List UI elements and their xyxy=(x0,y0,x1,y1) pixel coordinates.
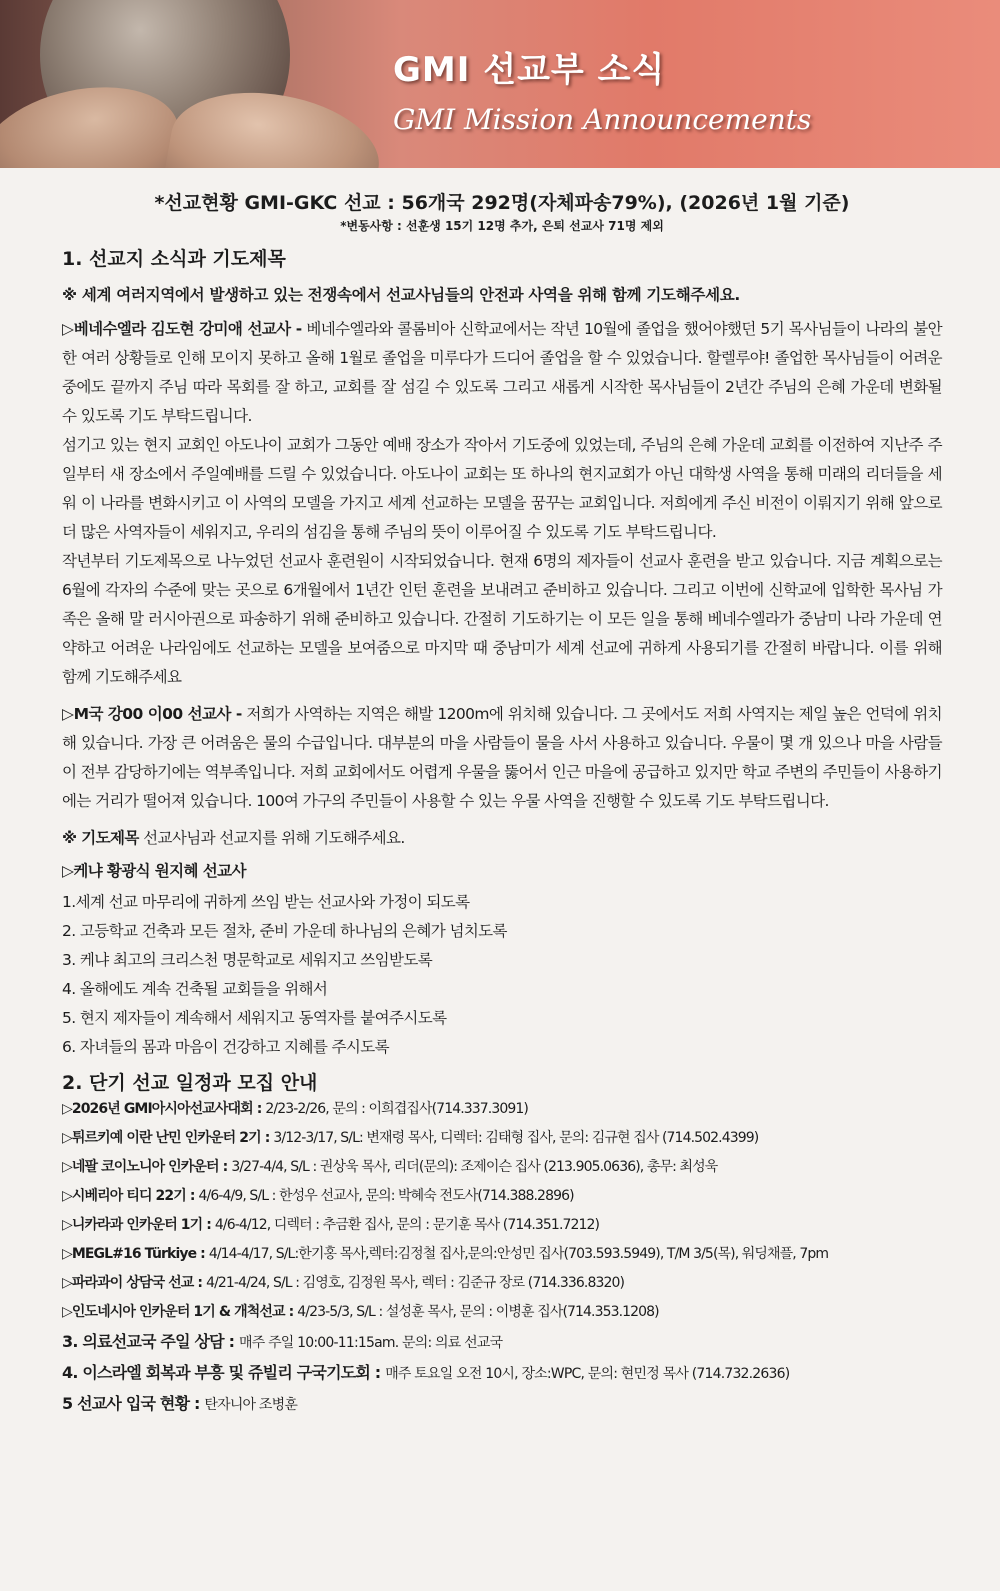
venezuela-text-1: 베네수엘라와 콜롬비아 신학교에서는 작년 10월에 졸업을 했어야했던 5기 목사님들이 나라의 불안한 여러 상황들로 인해 모이지 못하고 올해 1월로 졸업을 미루다가 드디어 졸업을 할 수 있었습니다. 할렐루야! 졸업한 목사님들이 어려운 중에도 끝까지 주님 따라 목회를 잘 하고, 교회를 잘 섬길 수 있도록 그리고 새롭게 시작한 목사님들이 2년간 주님의 은혜 가운데 변화될 수 있도록 기도 부탁드립니다. xyxy=(62,320,942,425)
page-subtitle: GMI Mission Announcements xyxy=(393,103,812,136)
schedule-detail: 2/23-2/26, 문의 : 이희겹집사(714.337.3091) xyxy=(265,1101,528,1117)
arrival-title: 5 선교사 입국 현황 : xyxy=(62,1394,205,1413)
header-banner xyxy=(0,0,1000,168)
schedule-detail: 4/21-4/24, S/L : 김영호, 김정원 목사, 렉터 : 김준규 장로 (714.336.8320) xyxy=(206,1275,625,1291)
list-item xyxy=(62,1182,942,1211)
section1-heading: 1. 선교지 소식과 기도제목 xyxy=(62,248,286,270)
list-item xyxy=(62,1211,942,1240)
venezuela-text-3: 작년부터 기도제목으로 나누었던 선교사 훈련원이 시작되었습니다. 현재 6명의 제자들이 선교사 훈련을 받고 있습니다. 지금 계획으로는 6월에 각자의 수준에 맞는 곳으로 6개월에서 1년간 인턴 훈련을 보내려고 준비하고 있습니다. 그리고 이번에 신학교에 입학한 목사님 가족은 올해 말 러시아권으로 파송하기 위해 준비하고 있습니다. 간절히 기도하기는 이 모든 일을 통해 베네수엘라가 중남미 나라 가운데 연약하고 어려운 나라임에도 선교하는 모델을 보여줌으로 마지막 때 중남미가 세계 선교에 귀하게 사용되기를 간절히 바랍니다. 이를 위해 함께 기도해주세요 xyxy=(62,552,942,686)
schedule-title: ▷파라과이 상담국 선교 : xyxy=(62,1275,207,1291)
medical-consult-line xyxy=(62,1327,942,1358)
war-prayer-note: ※ 세계 여러지역에서 발생하고 있는 전쟁속에서 선교사님들의 안전과 사역을 위해 함께 기도해주세요. xyxy=(62,286,741,304)
list-item: 5. 현지 제자들이 계속해서 세워지고 동역자를 붙여주시도록 xyxy=(62,1009,447,1027)
list-item xyxy=(62,1095,942,1124)
page-title: GMI 선교부 소식 xyxy=(393,50,666,90)
list-item xyxy=(62,1269,942,1298)
schedule-detail: 4/6-4/9, S/L : 한성우 선교사, 문의: 박혜숙 전도사(714.388.2896) xyxy=(198,1188,574,1204)
israel-text: 매주 토요일 오전 10시, 장소:WPC, 문의: 현민정 목사 (714.732.2636) xyxy=(385,1366,790,1382)
schedule-detail: 4/14-4/17, S/L:한기홍 목사,렉터:김정철 집사,문의:안성민 집사(703.593.5949), T/M 3/5(목), 워딩채플, 7pm xyxy=(208,1246,829,1262)
kenya-prayer-list xyxy=(62,888,942,1062)
schedule-title: ▷시베리아 티디 22기 : xyxy=(62,1188,199,1204)
list-item xyxy=(62,1124,942,1153)
m-country-title: ▷M국 강00 이00 선교사 - xyxy=(62,705,242,723)
schedule-detail: 3/27-4/4, S/L : 권상욱 목사, 리더(문의): 조제이슨 집사 (213.905.0636), 총무: 최성욱 xyxy=(231,1159,718,1175)
content xyxy=(62,180,942,1420)
prayer-label: ※ 기도제목 xyxy=(62,829,139,847)
list-item xyxy=(62,1153,942,1182)
schedule-title: ▷인도네시아 인카운터 1기 & 개척선교 : xyxy=(62,1304,298,1320)
schedule-detail: 4/23-5/3, S/L : 설성훈 목사, 문의 : 이병훈 집사(714.353.1208) xyxy=(297,1304,659,1320)
venezuela-text-2: 섬기고 있는 현지 교회인 아도나이 교회가 그동안 예배 장소가 작아서 기도중에 있었는데, 주님의 은혜 가운데 교회를 이전하여 지난주 주일부터 새 장소에서 주일예배를 드릴 수 있었습니다. 아도나이 교회는 또 하나의 현지교회가 아닌 대학생 사역을 통해 미래의 리더들을 세워 이 나라를 변화시키고 이 사역의 모델을 가지고 세계 선교하는 모델을 꿈꾸는 교회입니다. 저희에게 주신 비전이 이뤄지기 위해 앞으로 더 많은 사역자들이 세워지고, 우리의 섬김을 통해 주님의 뜻이 이루어질 수 있도록 기도 부탁드립니다. xyxy=(62,436,942,541)
arrival-line xyxy=(62,1389,942,1420)
schedule-detail: 4/6-4/12, 디렉터 : 추금환 집사, 문의 : 문기훈 목사 (714.351.7212) xyxy=(214,1217,600,1233)
list-item xyxy=(62,1298,942,1327)
list-item: 2. 고등학교 건축과 모든 절차, 준비 가운데 하나님의 은혜가 넘치도록 xyxy=(62,922,507,940)
list-item xyxy=(62,1240,942,1269)
list-item: 1.세계 선교 마무리에 귀하게 쓰임 받는 선교사와 가정이 되도록 xyxy=(62,893,470,911)
m-country-text: 저희가 사역하는 지역은 해발 1200m에 위치해 있습니다. 그 곳에서도 저희 사역지는 제일 높은 언덕에 위치해 있습니다. 가장 큰 어려움은 물의 수급입니다. 대부분의 마을 사람들이 물을 사서 사용하고 있습니다. 우물이 몇 개 있으나 마을 사람들이 전부 감당하기에는 역부족입니다. 저희 교회에서도 어렵게 우물을 뚫어서 인근 마을에 공급하고 있지만 학교 주변의 주민들이 사용하기에는 거리가 떨어져 있습니다. 100여 가구의 주민들이 사용할 수 있는 우물 사역을 진행할 수 있도록 기도 부탁드립니다. xyxy=(62,705,942,810)
list-item: 3. 케냐 최고의 크리스천 명문학교로 세워지고 쓰임받도록 xyxy=(62,951,433,969)
prayer-line xyxy=(62,824,942,853)
list-item: 4. 올해에도 계속 건축될 교회들을 위해서 xyxy=(62,980,328,998)
m-country-para xyxy=(62,700,942,816)
section2-heading: 2. 단기 선교 일정과 모집 안내 xyxy=(62,1072,318,1094)
list-item: 6. 자녀들의 몸과 마음이 건강하고 지혜를 주시도록 xyxy=(62,1038,390,1056)
kenya-title-line xyxy=(62,857,942,886)
israel-prayer-line xyxy=(62,1358,942,1389)
venezuela-title: ▷베네수엘라 김도현 강미애 선교사 - xyxy=(62,320,302,338)
schedule-title: ▷니카라과 인카운터 1기 : xyxy=(62,1217,215,1233)
schedule-title: ▷튀르키예 이란 난민 인카운터 2기 : xyxy=(62,1130,274,1146)
arrival-text: 탄자니아 조병훈 xyxy=(204,1397,298,1413)
schedule-title: ▷MEGL#16 Türkiye : xyxy=(62,1246,209,1262)
schedule-detail: 3/12-3/17, S/L: 변재령 목사, 디렉터: 김태형 집사, 문의: 김규현 집사 (714.502.4399) xyxy=(273,1130,759,1146)
medical-title: 3. 의료선교국 주일 상담 : xyxy=(62,1332,239,1351)
schedule-title: ▷네팔 코이노니아 인카운터 : xyxy=(62,1159,232,1175)
venezuela-para-1 xyxy=(62,315,942,692)
prayer-text: 선교사님과 선교지를 위해 기도해주세요. xyxy=(138,829,405,847)
kenya-title: ▷케냐 황광식 원지혜 선교사 xyxy=(62,862,246,880)
israel-title: 4. 이스라엘 회복과 부흥 및 쥬빌리 구국기도회 : xyxy=(62,1363,386,1382)
short-term-mission-list xyxy=(62,1095,942,1327)
medical-text: 매주 주일 10:00-11:15am. 문의: 의료 선교국 xyxy=(238,1335,503,1351)
schedule-title: ▷2026년 GMI아시아선교사대회 : xyxy=(62,1101,266,1117)
mission-changes: *변동사항 : 선훈생 15기 12명 추가, 은퇴 선교사 71명 제외 xyxy=(340,219,664,233)
mission-summary: *선교현황 GMI-GKC 선교 : 56개국 292명(자체파송79%), (2026년 1월 기준) xyxy=(154,192,850,214)
